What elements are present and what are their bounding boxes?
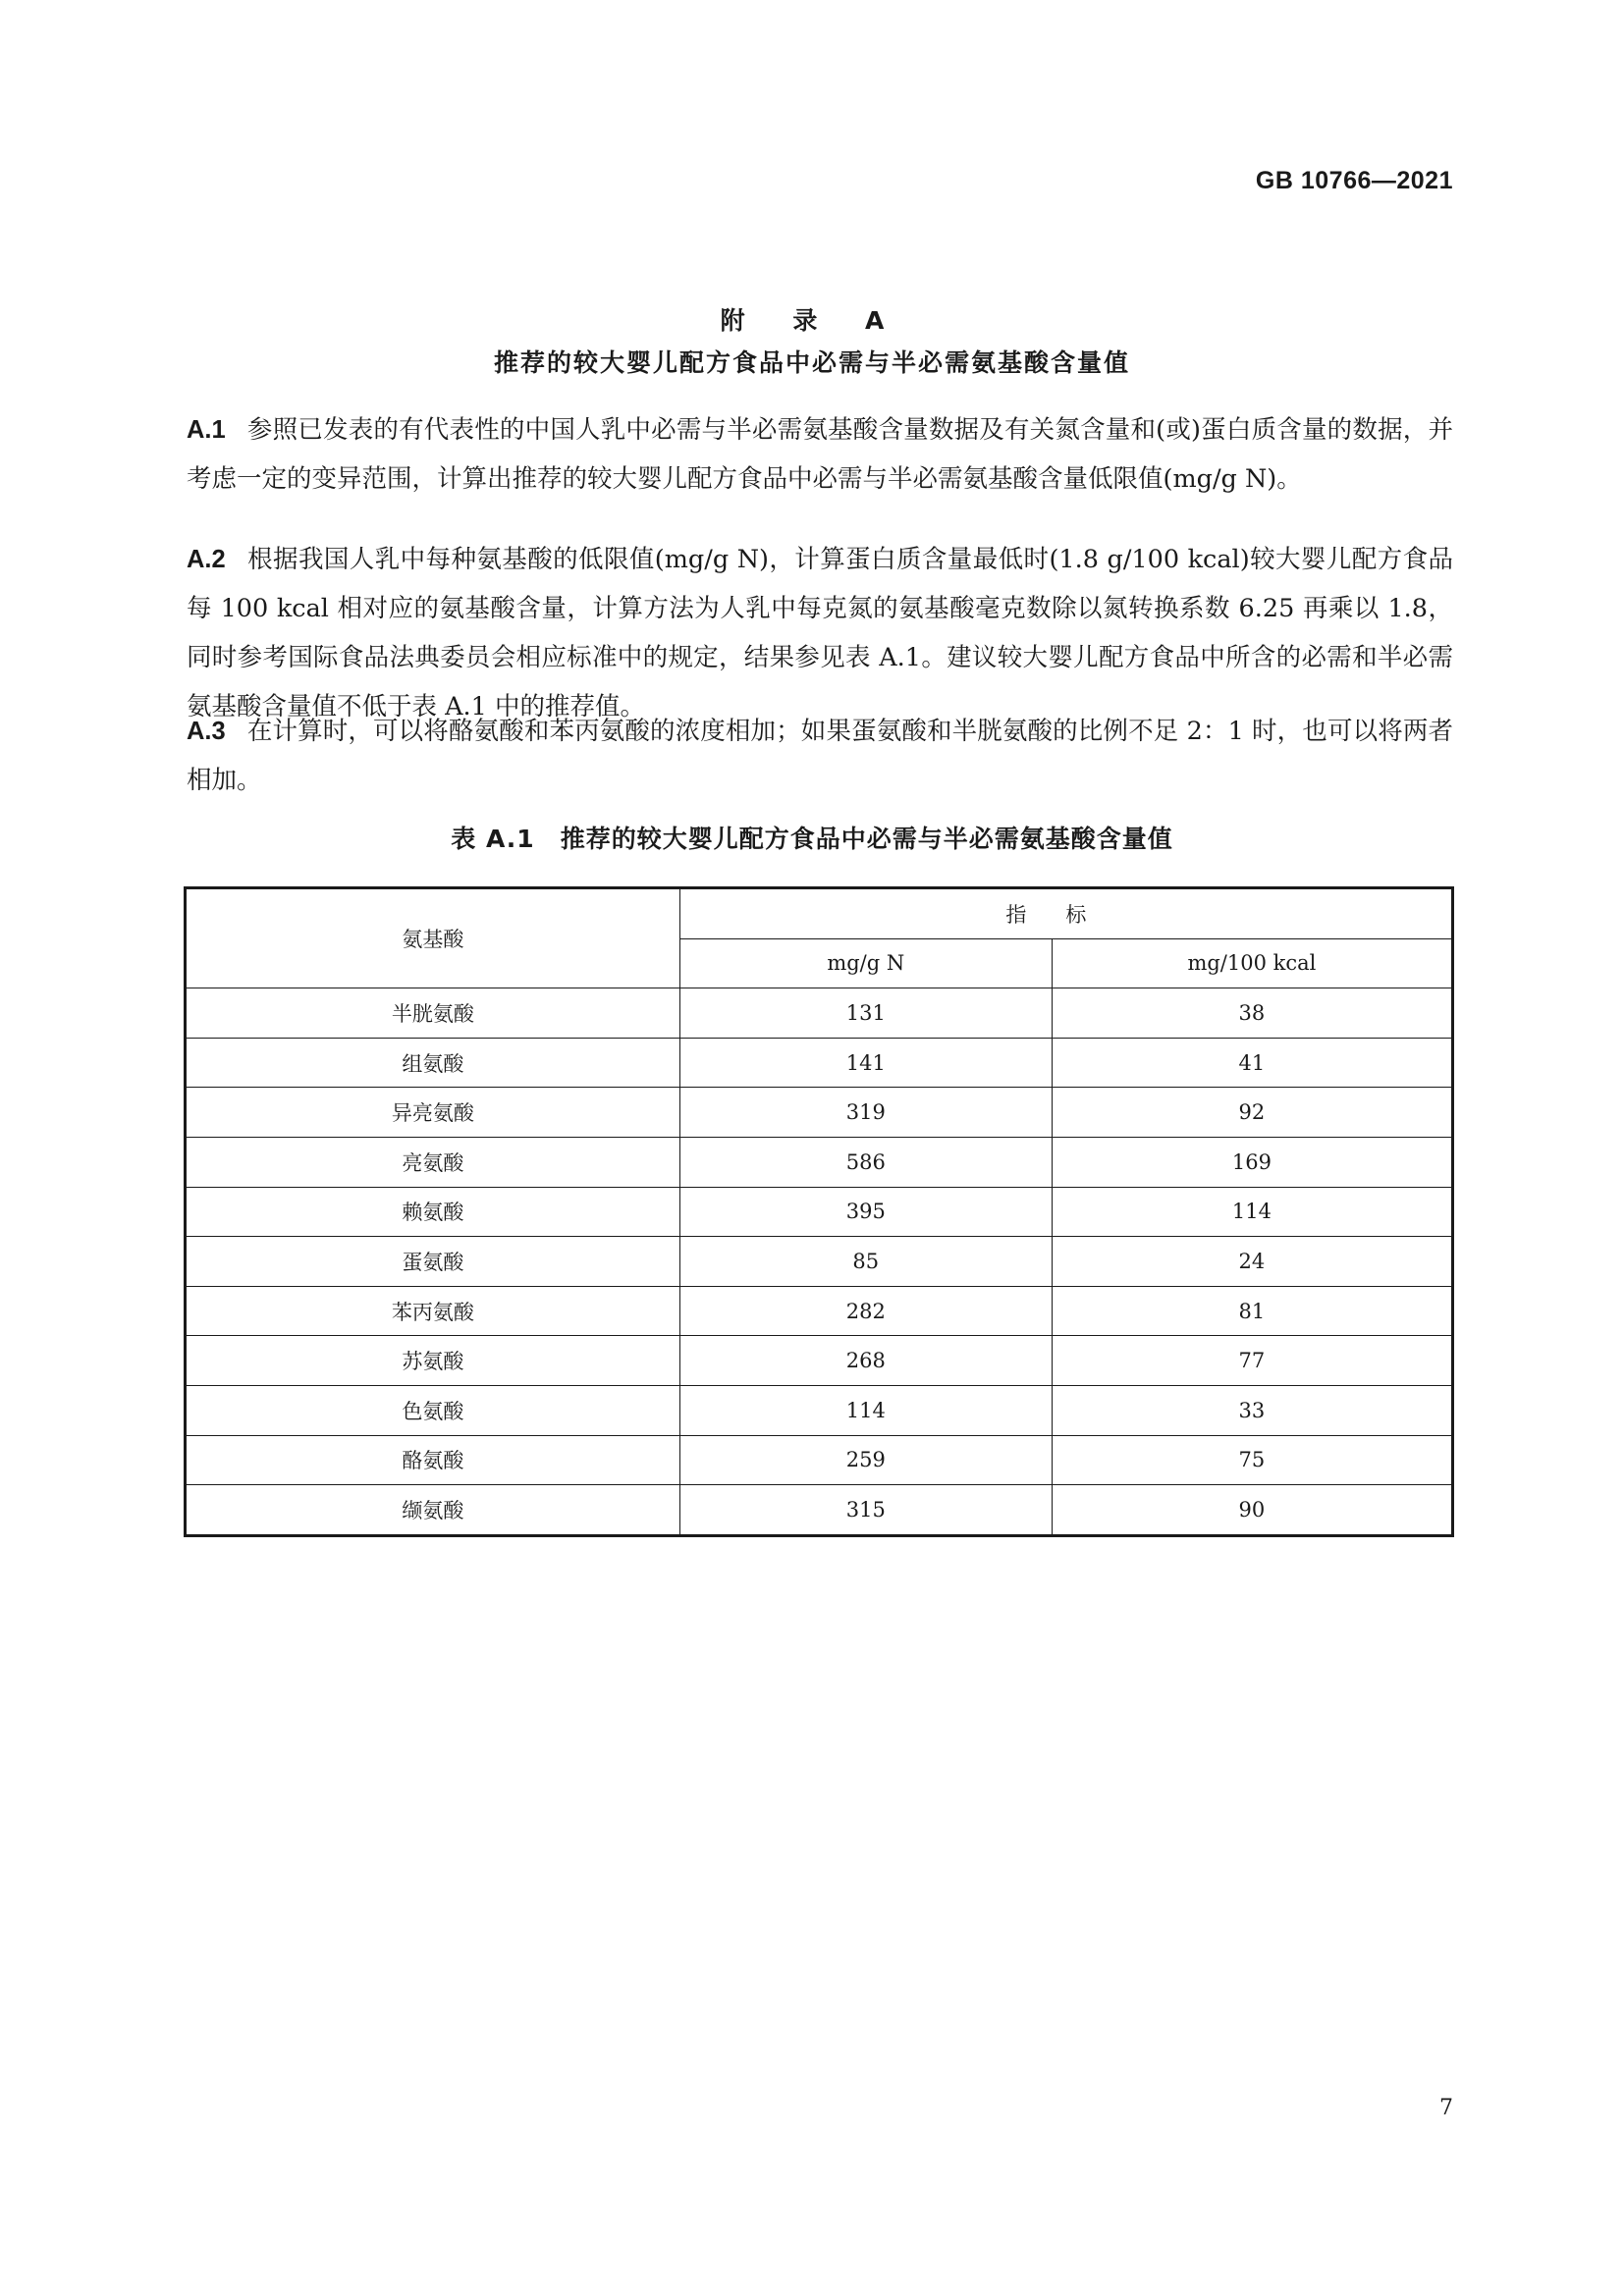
amino-acid-name: 蛋氨酸 <box>186 1237 680 1287</box>
amino-acid-name: 亮氨酸 <box>186 1137 680 1187</box>
value-mg-per-g-n: 282 <box>679 1286 1052 1336</box>
amino-acid-table <box>184 886 1454 1537</box>
value-mg-per-100kcal: 41 <box>1052 1038 1452 1088</box>
appendix-label: 附 录 A <box>720 306 904 335</box>
header-mg-per-g-n: mg/g N <box>679 938 1052 988</box>
table-header-row <box>186 888 1453 939</box>
table-row <box>186 1286 1453 1336</box>
table-row <box>186 1237 1453 1287</box>
paragraph-a3 <box>187 707 1453 805</box>
amino-acid-name: 组氨酸 <box>186 1038 680 1088</box>
table-row <box>186 1336 1453 1386</box>
amino-acid-name: 苯丙氨酸 <box>186 1286 680 1336</box>
value-mg-per-100kcal: 81 <box>1052 1286 1452 1336</box>
table-row <box>186 1485 1453 1536</box>
paragraph-text: 根据我国人乳中每种氨基酸的低限值(mg/g N)，计算蛋白质含量最低时(1.8 g/100 kcal)较大婴儿配方食品每 100 kcal 相对应的氨基酸含量，计算方法为人乳中每克氮的氨基酸毫克数除以氮转换系数 6.25 再乘以 1.8，同时参考国际食品法典委员会相应标准中的规定，结果参见表 A.1。建议较大婴儿配方食品中所含的必需和半必需氨基酸含量值不低于表 A.1 中的推荐值。 <box>187 545 1453 721</box>
amino-acid-name: 苏氨酸 <box>186 1336 680 1386</box>
value-mg-per-g-n: 268 <box>679 1336 1052 1386</box>
table-row <box>186 1385 1453 1435</box>
paragraph-text: 参照已发表的有代表性的中国人乳中必需与半必需氨基酸含量数据及有关氮含量和(或)蛋白质含量的数据，并考虑一定的变异范围，计算出推荐的较大婴儿配方食品中必需与半必需氨基酸含量低限值(mg/g N)。 <box>187 415 1453 494</box>
amino-acid-name: 色氨酸 <box>186 1385 680 1435</box>
paragraph-number: A.1 <box>187 416 226 444</box>
amino-acid-name: 赖氨酸 <box>186 1187 680 1237</box>
value-mg-per-100kcal: 169 <box>1052 1137 1452 1187</box>
value-mg-per-g-n: 114 <box>679 1385 1052 1435</box>
paragraph-a2 <box>187 535 1453 731</box>
value-mg-per-g-n: 85 <box>679 1237 1052 1287</box>
value-mg-per-100kcal: 90 <box>1052 1485 1452 1536</box>
value-mg-per-g-n: 319 <box>679 1088 1052 1138</box>
amino-acid-name: 半胱氨酸 <box>186 988 680 1039</box>
value-mg-per-100kcal: 33 <box>1052 1385 1452 1435</box>
header-amino-acid: 氨基酸 <box>186 888 680 988</box>
amino-acid-name: 异亮氨酸 <box>186 1088 680 1138</box>
standard-code: GB 10766—2021 <box>1255 167 1453 194</box>
page-number: 7 <box>1439 2096 1453 2120</box>
value-mg-per-g-n: 395 <box>679 1187 1052 1237</box>
value-mg-per-100kcal: 92 <box>1052 1088 1452 1138</box>
table-row <box>186 988 1453 1039</box>
table-row <box>186 1088 1453 1138</box>
value-mg-per-g-n: 141 <box>679 1038 1052 1088</box>
table-title: 表 A.1 推荐的较大婴儿配方食品中必需与半必需氨基酸含量值 <box>451 825 1173 853</box>
value-mg-per-g-n: 131 <box>679 988 1052 1039</box>
value-mg-per-100kcal: 24 <box>1052 1237 1452 1287</box>
value-mg-per-g-n: 259 <box>679 1435 1052 1485</box>
amino-acid-name: 酪氨酸 <box>186 1435 680 1485</box>
value-mg-per-g-n: 315 <box>679 1485 1052 1536</box>
header-indicator: 指标 <box>679 888 1452 939</box>
paragraph-number: A.3 <box>187 718 226 745</box>
paragraph-text: 在计算时，可以将酪氨酸和苯丙氨酸的浓度相加；如果蛋氨酸和半胱氨酸的比例不足 2：1 时，也可以将两者相加。 <box>187 717 1453 795</box>
appendix-title: 推荐的较大婴儿配方食品中必需与半必需氨基酸含量值 <box>493 348 1130 377</box>
header-mg-per-100kcal: mg/100 kcal <box>1052 938 1452 988</box>
table-row <box>186 1038 1453 1088</box>
table-row <box>186 1187 1453 1237</box>
table-row <box>186 1137 1453 1187</box>
table-row <box>186 1435 1453 1485</box>
value-mg-per-100kcal: 38 <box>1052 988 1452 1039</box>
paragraph-number: A.2 <box>187 546 226 573</box>
paragraph-a1 <box>187 405 1453 504</box>
value-mg-per-100kcal: 114 <box>1052 1187 1452 1237</box>
value-mg-per-100kcal: 77 <box>1052 1336 1452 1386</box>
value-mg-per-g-n: 586 <box>679 1137 1052 1187</box>
value-mg-per-100kcal: 75 <box>1052 1435 1452 1485</box>
amino-acid-name: 缬氨酸 <box>186 1485 680 1536</box>
